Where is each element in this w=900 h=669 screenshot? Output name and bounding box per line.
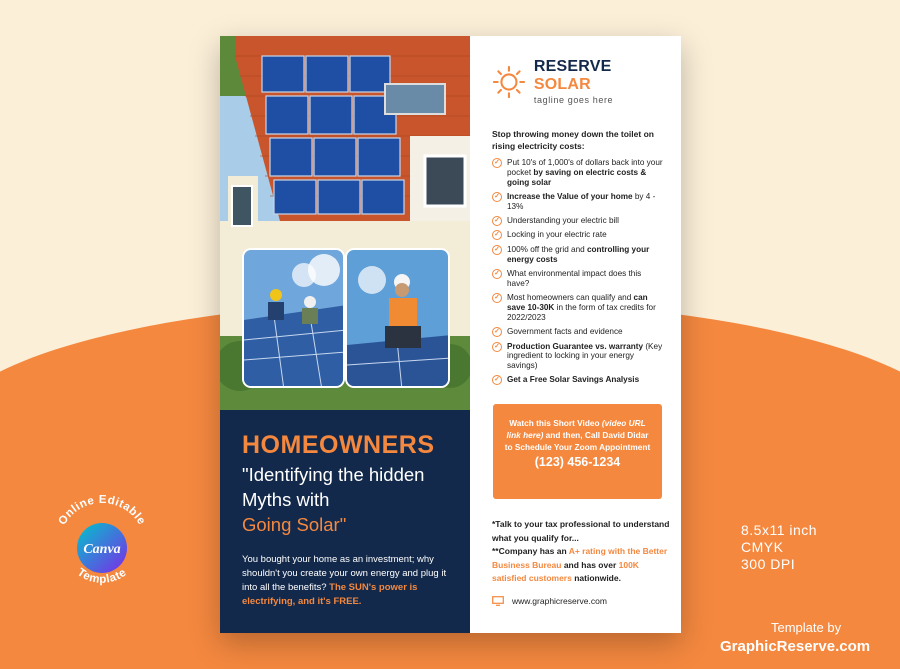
footnotes bbox=[492, 518, 672, 586]
check-icon: ✓ bbox=[492, 192, 502, 202]
rating-note: **Company has an A+ rating with the Better Business Bureau and has over 100K satisfied customers nationwide. bbox=[492, 546, 668, 583]
house-solar-photo bbox=[220, 36, 470, 410]
tagline: tagline goes here bbox=[533, 95, 614, 105]
website-url[interactable]: www.graphicreserve.com bbox=[512, 596, 607, 606]
logo bbox=[492, 58, 665, 105]
body-orange: The SUN's power is electrifying, and it's FREE. bbox=[242, 582, 418, 607]
check-icon: ✓ bbox=[492, 375, 502, 385]
badge-ring bbox=[47, 488, 157, 598]
check-icon: ✓ bbox=[492, 245, 502, 255]
badge-top-text: Online Editable bbox=[56, 493, 148, 528]
worker-photo bbox=[345, 248, 450, 388]
check-icon: ✓ bbox=[492, 327, 502, 337]
intro-text: Stop throwing money down the toilet on rising electricity costs: bbox=[492, 129, 654, 151]
specs bbox=[741, 522, 817, 573]
list-item: ✓ Put 10's of 1,000's of dollars back into your pocket by saving on electric costs & going solar bbox=[492, 158, 665, 187]
spec-dpi: 300 DPI bbox=[741, 556, 796, 572]
list-item: ✓ Get a Free Solar Savings Analysis bbox=[492, 375, 665, 385]
check-icon: ✓ bbox=[492, 230, 502, 240]
check-icon: ✓ bbox=[492, 158, 502, 168]
check-icon: ✓ bbox=[492, 269, 502, 279]
cta-box bbox=[493, 404, 662, 499]
monitor-icon bbox=[492, 596, 504, 606]
benefit-list bbox=[492, 158, 665, 385]
list-item: ✓ 100% off the grid and controlling your energy costs bbox=[492, 245, 665, 265]
cta-text: Watch this Short Video (video URL link here) and then, Call David Didar to Schedule Your Zoom Appointment bbox=[504, 418, 651, 452]
list-item: ✓ Increase the Value of your home by 4 - 13% bbox=[492, 192, 665, 212]
list-item: ✓ Understanding your electric bill bbox=[492, 216, 665, 226]
template-by-label: Template by bbox=[771, 620, 842, 635]
list-item: ✓ Production Guarantee vs. warranty (Key ingredient to locking in your energy savings) bbox=[492, 342, 665, 371]
spec-color: CMYK bbox=[741, 539, 784, 555]
headline bbox=[242, 462, 448, 537]
headline-panel bbox=[220, 410, 470, 633]
phone-number: (123) 456-1234 bbox=[534, 455, 621, 469]
headline-orange: Going Solar" bbox=[242, 514, 347, 535]
badge-bottom-text: Template bbox=[74, 566, 130, 587]
check-icon: ✓ bbox=[492, 342, 502, 352]
list-item: ✓ Locking in your electric rate bbox=[492, 230, 665, 240]
list-item: ✓ What environmental impact does this have? bbox=[492, 269, 665, 289]
headline-white: "Identifying the hidden Myths with bbox=[242, 464, 425, 510]
list-item: ✓ Government facts and evidence bbox=[492, 327, 665, 337]
homeowners-heading: HOMEOWNERS bbox=[242, 431, 435, 459]
sun-icon bbox=[492, 64, 526, 100]
spec-size: 8.5x11 inch bbox=[741, 522, 818, 538]
graphicreserve-link[interactable]: GraphicReserve.com bbox=[720, 638, 871, 655]
brand-name: RESERVE SOLAR bbox=[533, 58, 612, 93]
website bbox=[492, 596, 607, 606]
check-icon: ✓ bbox=[492, 293, 502, 303]
canva-logo-text: Canva bbox=[83, 542, 121, 557]
installers-photo bbox=[242, 248, 345, 388]
canva-badge bbox=[47, 488, 157, 598]
svg-text:Online Editable bbox=[56, 494, 147, 527]
tax-note: *Talk to your tax professional to understand what you qualify for... bbox=[492, 519, 670, 543]
list-item: ✓ Most homeowners can qualify and can save 10-30K in the form of tax credits for 2022/2023 bbox=[492, 293, 665, 322]
flyer bbox=[220, 36, 681, 633]
body-text bbox=[242, 553, 448, 609]
check-icon: ✓ bbox=[492, 216, 502, 226]
body-white: You bought your home as an investment; why shouldn't you create your own energy and plug it into all the benefits? bbox=[242, 554, 447, 593]
